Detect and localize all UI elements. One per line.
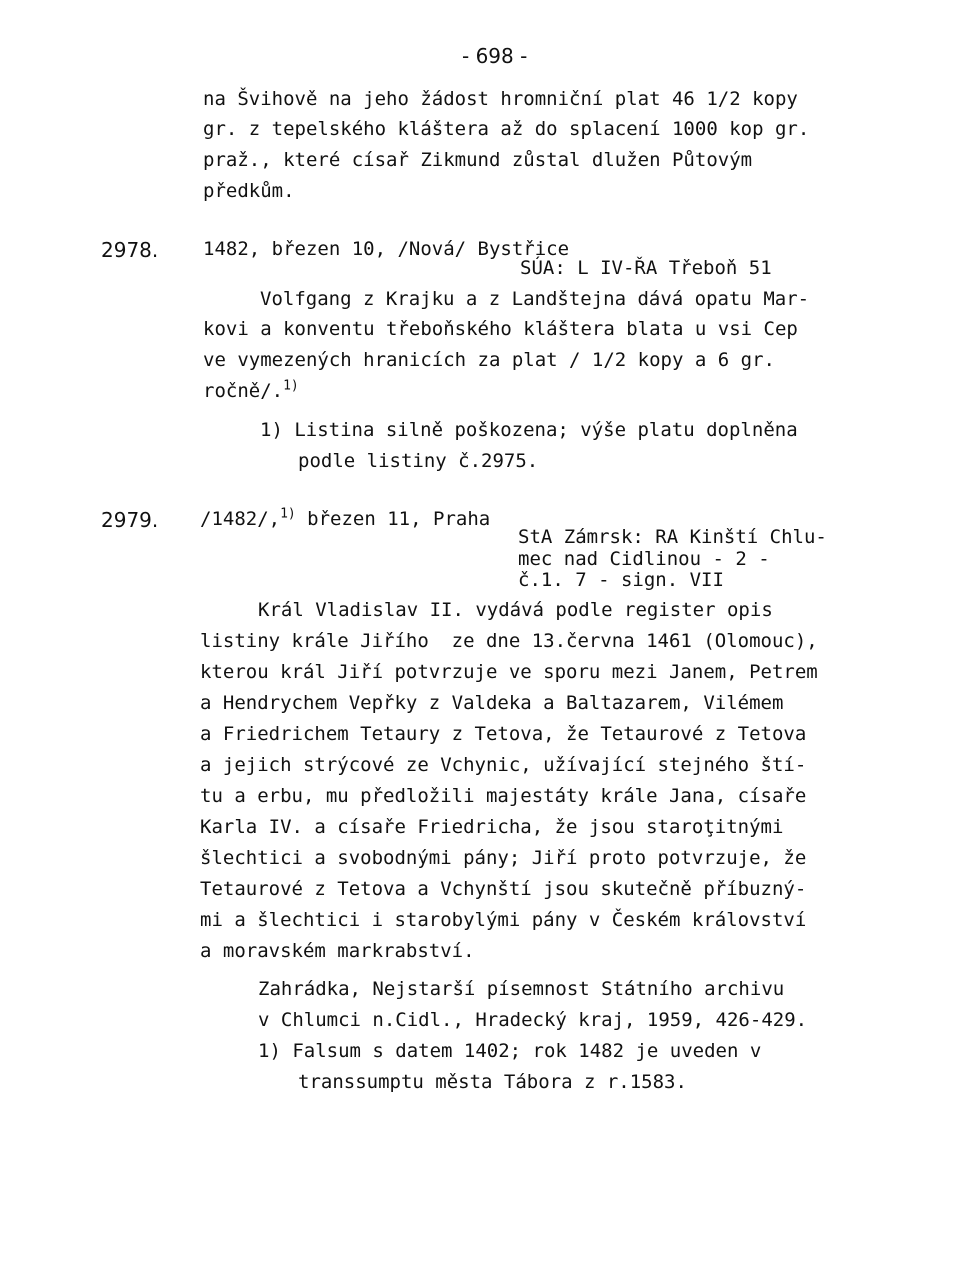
intro-line: gr. z tepelského kláštera až do splacení 1000 kop gr. — [203, 118, 810, 140]
entry-body-line: a jejich strýcové ze Vchynic, užívající stejného ští- — [200, 754, 807, 776]
entry-source-line: mec nad Cidlinou - 2 - — [518, 548, 770, 570]
entry-date-suffix: březen 11, Praha — [295, 508, 491, 530]
entry-body-line: šlechtici a svobodnými pány; Jiří proto potvrzuje, že — [200, 847, 807, 869]
entry-body-line: ve vymezených hranicích za plat / 1/2 kopy a 6 gr. — [203, 349, 775, 371]
entry-body-line: tu a erbu, mu předložili majestáty krále Jana, císaře — [200, 785, 807, 807]
footnote-line: transsumptu města Tábora z r.1583. — [298, 1071, 687, 1093]
footnote-line: 1) Listina silně poškozena; výše platu doplněna — [260, 419, 798, 441]
entry-number: 2978. — [101, 238, 159, 262]
intro-line: praž., které císař Zikmund zůstal dlužen Půtovým — [203, 149, 753, 171]
entry-date-prefix: /1482/, — [200, 508, 281, 530]
page-number: - 698 - — [462, 44, 528, 68]
entry-body-line: a Hendrychem Vepřky z Valdeka a Baltazarem, Vilémem — [200, 692, 784, 714]
literature-line: Zahrádka, Nejstarší písemnost Státního archivu — [258, 978, 785, 1000]
entry-body-line: Tetaurové z Tetova a Vchynští jsou skutečně příbuzný- — [200, 878, 807, 900]
entry-body-line: a moravském markrabství. — [200, 940, 475, 962]
entry-source-line: č.1. 7 - sign. VII — [518, 569, 724, 591]
intro-line: předkům. — [203, 180, 295, 202]
entry-body-line: kovi a konventu třeboňského kláštera blata u vsi Cep — [203, 318, 798, 340]
entry-body-line: Král Vladislav II. vydává podle register opis — [258, 599, 773, 621]
footnote-line: 1) Falsum s datem 1402; rok 1482 je uveden v — [258, 1040, 762, 1062]
entry-body-line: Volfgang z Krajku a z Landštejna dává opatu Mar- — [260, 288, 810, 310]
footnote-line: podle listiny č.2975. — [298, 450, 539, 472]
entry-source: SÚA: L IV-ŘA Třeboň 51 — [520, 257, 772, 279]
entry-body-line: Karla IV. a císaře Friedricha, že jsou staroţitnými — [200, 816, 784, 838]
entry-source-line: StA Zámrsk: RA Kinští Chlu- — [518, 526, 827, 548]
entry-number: 2979. — [101, 508, 159, 532]
literature-line: v Chlumci n.Cidl., Hradecký kraj, 1959, 426-429. — [258, 1009, 808, 1031]
entry-date-place — [200, 506, 491, 530]
entry-body-text: ročně/. — [203, 380, 284, 402]
entry-body-line: mi a šlechtici i starobylými pány v Českém království — [200, 909, 807, 931]
footnote-marker: 1) — [280, 506, 296, 522]
entry-date-place: 1482, březen 10, /Nová/ Bystřice — [203, 238, 570, 260]
entry-body-line: listiny krále Jiřího ze dne 13.června 1461 (Olomouc), — [200, 630, 818, 652]
footnote-marker: 1) — [283, 378, 299, 394]
entry-body-line — [203, 378, 299, 402]
entry-body-line: a Friedrichem Tetaury z Tetova, že Tetaurové z Tetova — [200, 723, 807, 745]
entry-body-line: kterou král Jiří potvrzuje ve sporu mezi Janem, Petrem — [200, 661, 818, 683]
intro-line: na Švihově na jeho žádost hromniční plat 46 1/2 kopy — [203, 88, 798, 110]
